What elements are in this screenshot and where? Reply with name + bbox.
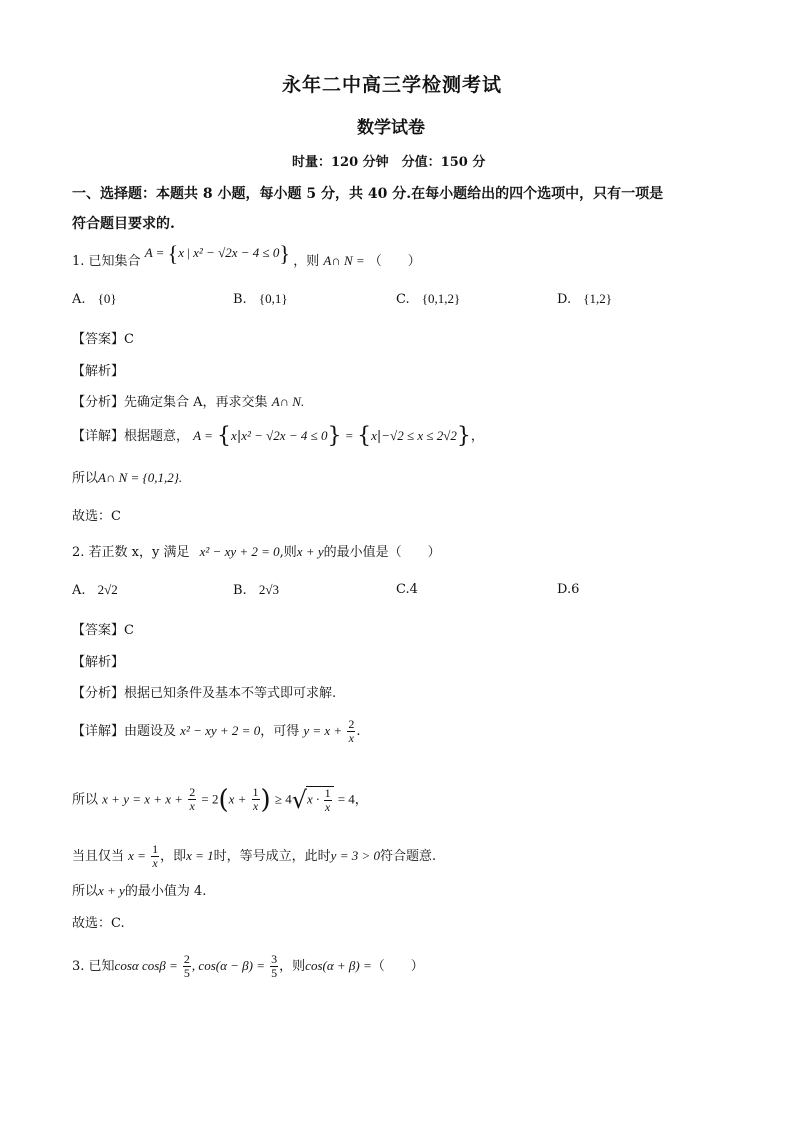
q2-when-text2: ，即 (160, 849, 187, 864)
q1-option-b-value: {0,1} (258, 291, 288, 306)
q1-detail: 【详解】根据题意， A = {x|x² − √2x − 4 ≤ 0} = {x|−√2 ≤ x ≤ 2√2}， (72, 423, 484, 449)
q3-frac1-den: 5 (183, 966, 190, 980)
q2-detail-text: 由题设及 (124, 724, 177, 739)
q2-stem-expr: x + y (296, 544, 324, 559)
q2-fenxi-text: 根据已知条件及基本不等式即可求解. (124, 686, 337, 701)
q2-option-d-label: D. (557, 582, 572, 597)
q2-so-frac1-num: 2 (189, 785, 196, 800)
section-heading-line1: 一、选择题：本题共 8 小题，每小题 5 分，共 40 分.在每小题给出的四个选项中，只有一项是 (72, 186, 664, 202)
q1-answer-value: C (124, 332, 134, 347)
q1-detail-eq: = (345, 428, 353, 443)
q2-so-frac2 (252, 786, 260, 813)
q2-option-d-value: 6 (571, 582, 580, 597)
q1-stem-paren: （ ） (368, 254, 421, 269)
q1-stem-prefix: 1. 已知集合 (72, 254, 141, 269)
q2-choose: 故选：C. (72, 916, 125, 931)
q1-fenxi (72, 391, 304, 410)
q2-stem (72, 541, 441, 560)
q2-when-expr3: y = 3 > 0 (330, 848, 380, 863)
q3-stem-expr3: cos(α + β) = (305, 958, 372, 973)
q1-option-c-label: C. (396, 292, 410, 307)
q3-frac1 (183, 953, 191, 980)
q3-stem-prefix: 3. 已知 (72, 959, 115, 974)
q2-so-frac3-den: x (324, 800, 331, 814)
q2-option-b (233, 582, 279, 598)
q1-set-cond: x² − √2x − 4 ≤ 0 (193, 245, 280, 260)
q1-so-text: 所以 (72, 471, 99, 486)
q2-option-b-label: B. (233, 583, 247, 598)
q2-so: 所以 x + y = x + x + $\frac{2}{x}$ = 2(x + $\frac{1}{x}$ ) ≥ 4√x · $\frac{1}{x}$ = 4， (72, 784, 368, 815)
q2-so-frac2-num: 1 (252, 785, 259, 800)
q1-option-b (233, 291, 288, 307)
q2-min-text1: 所以 (72, 884, 99, 899)
q3-stem-paren: （ ） (371, 959, 424, 974)
exam-subtitle: 数学试卷 (357, 118, 425, 138)
q2-min (72, 880, 206, 899)
q2-when-frac (151, 843, 159, 870)
q2-detail-expr: y = x + (303, 723, 343, 738)
q1-set-x: x (178, 245, 185, 260)
q2-option-c-value: 4 (409, 582, 418, 597)
q2-option-a (72, 582, 118, 598)
q1-option-b-label: B. (233, 292, 247, 307)
q1-option-a (72, 291, 117, 307)
q3-stem (72, 953, 424, 980)
q1-so-expr: A∩ N = {0,1,2}. (98, 470, 183, 485)
exam-title: 永年二中高三学检测考试 (282, 74, 503, 96)
q1-option-a-value: {0} (97, 291, 117, 306)
q1-detail-cond2: −√2 ≤ x ≤ 2√2 (381, 428, 457, 443)
q2-min-text2: 的最小值为 4. (124, 884, 207, 899)
q2-option-a-value: 2√2 (97, 582, 118, 597)
q2-when-text4: 符合题意. (380, 849, 437, 864)
q3-frac2-den: 5 (271, 966, 278, 980)
q2-so-expr4: = 4， (337, 791, 368, 807)
q2-so-expr2: = 2 (201, 791, 219, 807)
q1-option-c (396, 291, 460, 307)
q1-option-d-value: {1,2} (583, 291, 612, 306)
q1-set-A: A = (144, 245, 165, 260)
q2-stem-prefix: 2. 若正数 x，y 满足 (72, 545, 190, 560)
q2-so-frac1 (188, 786, 196, 813)
q3-stem-mid: ，则 (279, 959, 306, 974)
q2-so-expr3: ≥ 4 (274, 791, 292, 807)
q2-option-c-label: C. (396, 582, 410, 597)
q2-detail-tag: 【详解】 (72, 724, 125, 739)
q1-option-a-label: A. (72, 292, 86, 307)
q2-detail-mid: ，可得 (260, 724, 300, 739)
q2-detail (72, 718, 360, 745)
q3-frac2 (270, 953, 278, 980)
q1-stem (72, 241, 421, 270)
q1-option-d (557, 291, 612, 307)
q1-detail-text: 根据题意， (124, 429, 190, 444)
q2-so-frac3-num: 1 (324, 786, 331, 800)
q3-frac2-num: 3 (271, 952, 278, 966)
q2-option-a-label: A. (72, 583, 86, 598)
q2-answer-value: C (124, 623, 134, 638)
q2-when (72, 843, 436, 870)
q2-so-sqrt-inner: x · (307, 791, 320, 807)
q2-detail-frac (347, 718, 355, 745)
q2-answer (72, 619, 134, 638)
q2-when-expr1: x = (128, 848, 146, 863)
section-heading-line2: 符合题目要求的. (72, 216, 175, 232)
q3-stem-expr1: cosα cosβ = (114, 958, 178, 973)
q2-so-text: 所以 (72, 792, 99, 808)
q1-detail-cond: x² − √2x − 4 ≤ 0 (241, 428, 328, 443)
q2-stem-cond: x² − xy + 2 = 0 (199, 544, 280, 559)
q1-set: A = {x | x² − √2x − 4 ≤ 0} (144, 241, 290, 267)
q1-option-d-label: D. (557, 292, 572, 307)
q2-when-frac-den: x (152, 856, 158, 870)
q1-analysis-tag: 【解析】 (72, 364, 125, 379)
q2-when-frac-num: 1 (152, 842, 159, 856)
q2-when-expr2: x = 1 (186, 848, 214, 863)
q1-answer-tag: 【答案】 (72, 332, 125, 347)
q2-option-d (557, 582, 579, 597)
q1-stem-expr: A∩ N = (323, 253, 365, 268)
q2-fenxi-tag: 【分析】 (72, 686, 125, 701)
q2-fenxi (72, 682, 336, 701)
q2-detail-frac-num: 2 (348, 717, 355, 731)
q2-option-b-value: 2√3 (258, 582, 279, 597)
q1-detail-expr-left: A = (193, 428, 213, 443)
q2-so-paren-inner: x + (228, 791, 247, 807)
q2-so-frac1-den: x (189, 799, 195, 814)
q1-answer (72, 328, 134, 347)
q2-so-expr1: x + y = x + x + (102, 791, 184, 807)
q1-option-c-value: {0,1,2} (421, 291, 461, 306)
q2-detail-cond: x² − xy + 2 = 0 (180, 723, 261, 738)
q1-detail-tag: 【详解】 (72, 429, 125, 444)
q1-fenxi-text: 先确定集合 A，再求交集 (124, 395, 268, 410)
q2-so-frac2-den: x (252, 799, 259, 814)
q1-fenxi-tag: 【分析】 (72, 395, 125, 410)
q2-min-expr: x + y (98, 883, 125, 898)
q1-so (72, 467, 182, 486)
exam-meta: 时量：120 分钟 分值：150 分 (292, 155, 486, 170)
q2-when-text3: 时，等号成立，此时 (213, 849, 331, 864)
q2-so-sqrt (306, 786, 334, 814)
q1-fenxi-expr: A∩ N. (271, 394, 305, 409)
q2-stem-mid: ,则 (279, 545, 297, 560)
q2-analysis-tag: 【解析】 (72, 655, 125, 670)
q2-detail-frac-den: x (348, 731, 354, 745)
q3-stem-expr2: , cos(α − β) = (191, 958, 266, 973)
q3-frac1-num: 2 (183, 952, 190, 966)
q2-so-frac3 (324, 787, 332, 814)
q1-detail-end: ， (470, 429, 484, 444)
q2-when-text1: 当且仅当 (72, 849, 125, 864)
q1-choose: 故选：C (72, 509, 121, 524)
q2-stem-end: 的最小值是（ ） (323, 545, 441, 560)
q2-option-c (396, 582, 418, 597)
q1-stem-mid: ，则 (293, 254, 320, 269)
q2-answer-tag: 【答案】 (72, 623, 125, 638)
q2-detail-end: . (356, 724, 361, 739)
